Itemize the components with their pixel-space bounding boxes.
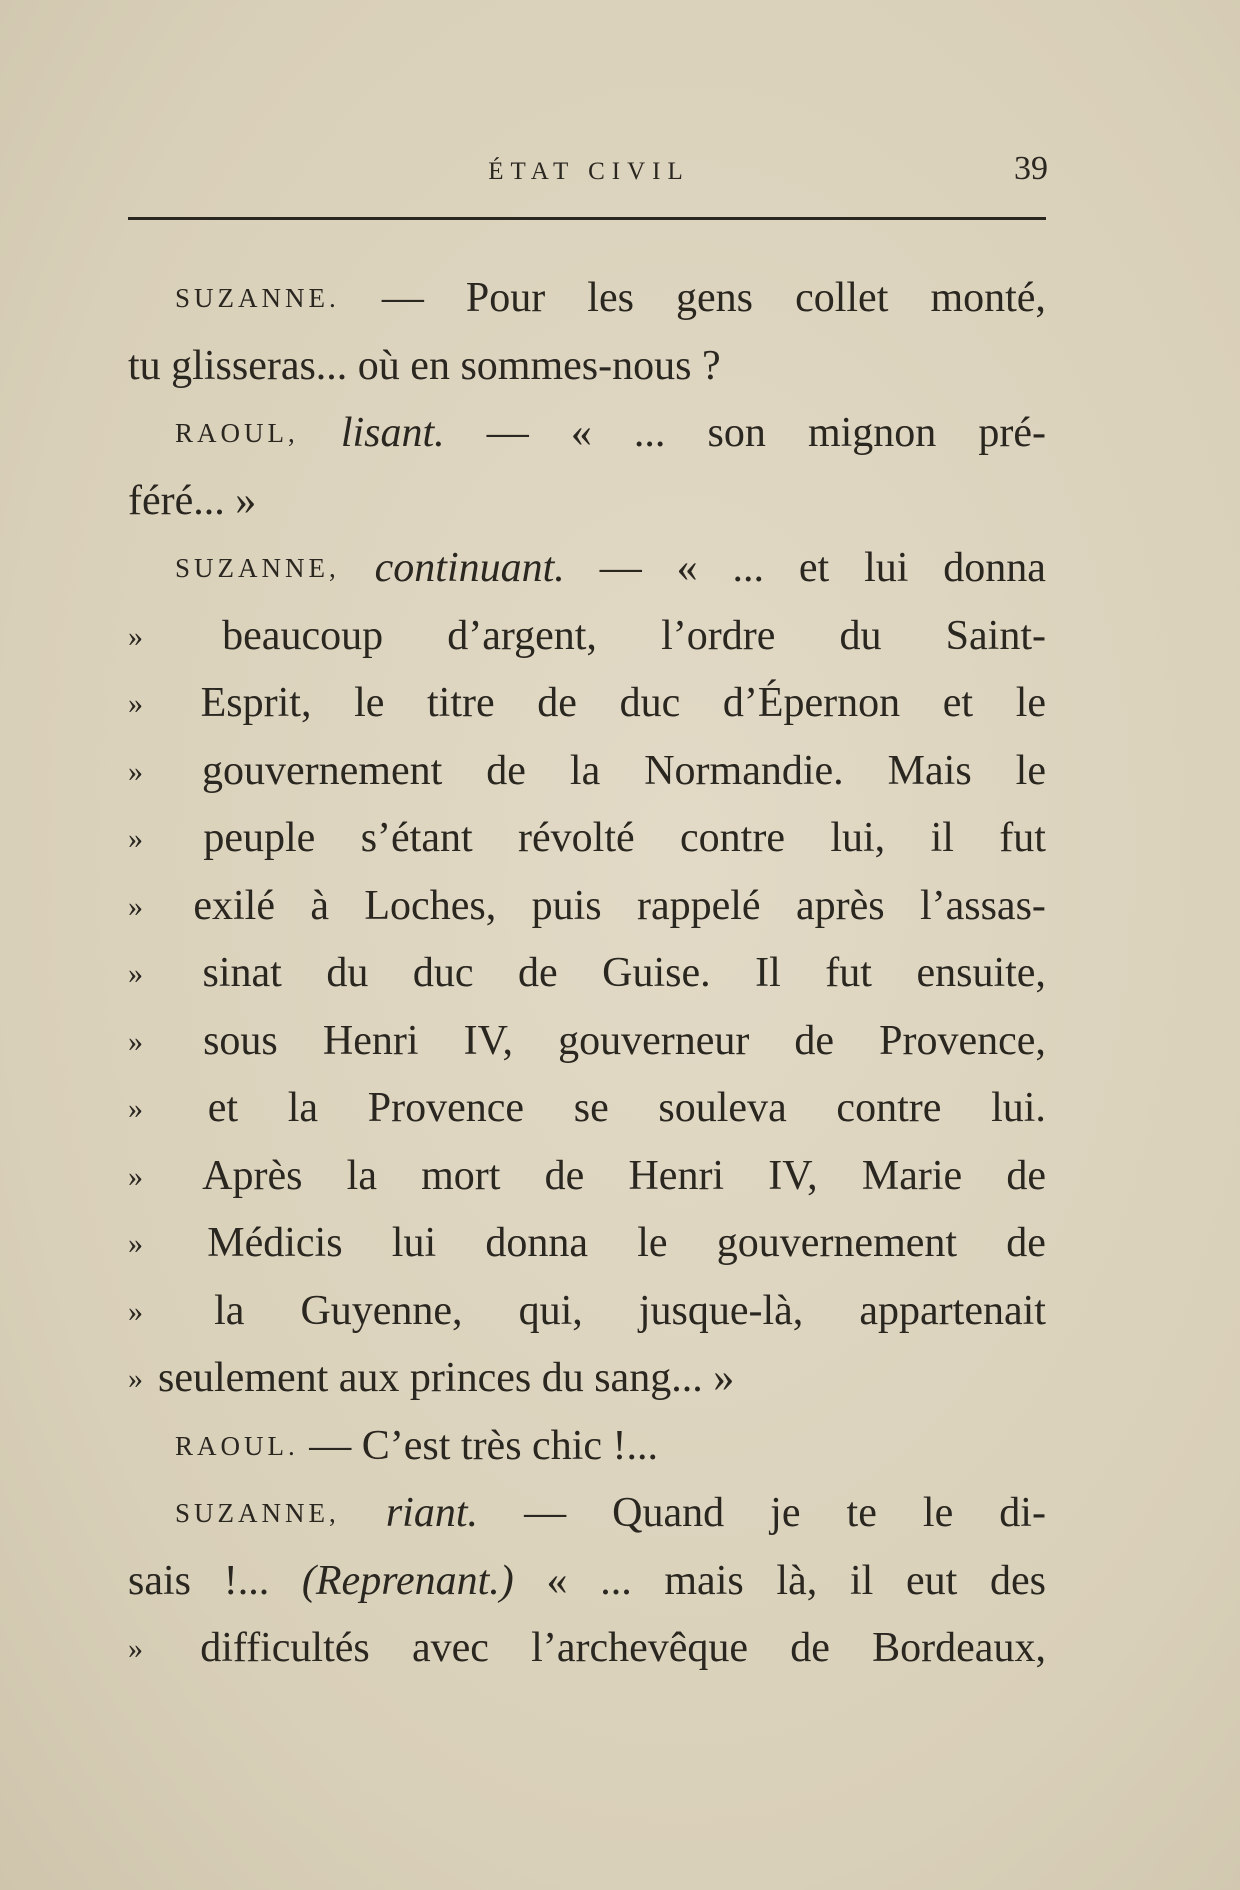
word: Esprit,	[200, 680, 312, 726]
text-line	[128, 1143, 1046, 1211]
word: Il	[755, 950, 781, 996]
word: Provence,	[879, 1017, 1046, 1064]
text-line	[128, 1008, 1046, 1076]
text-line	[128, 1615, 1046, 1683]
word: gouverneur	[558, 1017, 750, 1064]
text-line	[128, 738, 1046, 806]
word: du	[326, 950, 369, 996]
word: peuple	[203, 815, 316, 861]
word: il	[849, 1557, 874, 1604]
word: se	[573, 1085, 609, 1131]
speaker-name: RAOUL,	[175, 418, 299, 448]
word: —	[599, 545, 642, 591]
word: contre	[836, 1085, 942, 1131]
word: lui,	[830, 815, 886, 861]
text-line	[128, 940, 1046, 1008]
word: qui,	[518, 1287, 583, 1334]
word: lui.	[991, 1085, 1046, 1131]
text-line	[128, 265, 1046, 333]
word: mais	[664, 1557, 744, 1604]
word: fut	[999, 815, 1046, 861]
word: le	[1015, 680, 1046, 726]
text-line	[128, 468, 1046, 536]
word: de	[517, 950, 558, 996]
word: sous	[203, 1017, 278, 1064]
word: ...	[732, 545, 764, 591]
word: Guyenne,	[300, 1287, 463, 1334]
word: gens	[676, 275, 754, 321]
word: l’assas-	[919, 882, 1046, 929]
text-line	[128, 1548, 1046, 1616]
word: monté,	[930, 275, 1046, 321]
word: «	[676, 545, 698, 591]
text-line	[128, 603, 1046, 671]
word: de	[790, 1625, 830, 1671]
word: avec	[412, 1625, 489, 1671]
speaker-name: SUZANNE,	[175, 553, 340, 583]
word: d’Épernon	[722, 680, 901, 726]
word: «	[570, 410, 592, 456]
word: du	[839, 612, 882, 659]
word: IV,	[463, 1017, 513, 1064]
word: sais	[128, 1557, 191, 1604]
word: te	[846, 1490, 877, 1536]
word: Médicis	[207, 1220, 343, 1266]
word: Provence	[367, 1085, 525, 1131]
word: donna	[943, 545, 1046, 591]
word: —	[381, 275, 424, 321]
continuation-quote: »	[128, 1092, 143, 1125]
text-line	[128, 1210, 1046, 1278]
word: ensuite,	[916, 950, 1046, 996]
word: duc	[619, 680, 681, 726]
word: donna	[485, 1220, 589, 1266]
word: ...	[633, 410, 666, 456]
word: Loches,	[364, 882, 497, 929]
word: Guise.	[602, 950, 711, 996]
text-body	[128, 265, 1046, 1683]
header-rule	[128, 217, 1046, 220]
page-number: 39	[1014, 150, 1048, 187]
word: Après	[202, 1152, 303, 1199]
word: pré-	[978, 410, 1046, 456]
text-line	[128, 400, 1046, 468]
text-line	[128, 1345, 1046, 1413]
word: la	[214, 1287, 245, 1334]
word: ...	[600, 1557, 632, 1604]
text-segment: — C’est très chic !...	[298, 1422, 658, 1469]
text-line	[128, 1278, 1046, 1346]
word: Pour	[465, 275, 546, 321]
stage-direction: (Reprenant.)	[301, 1557, 514, 1604]
continuation-quote: »	[128, 1362, 143, 1395]
stage-direction: continuant.	[374, 545, 565, 591]
text-segment: féré... »	[128, 477, 257, 524]
stage-direction: riant.	[385, 1490, 478, 1536]
text-line	[128, 535, 1046, 603]
text-segment: seulement aux princes du sang... »	[158, 1355, 735, 1401]
word: de	[537, 680, 577, 726]
running-title: ÉTAT CIVIL	[488, 158, 690, 185]
text-line	[128, 333, 1046, 401]
word: eut	[905, 1557, 958, 1604]
word: !...	[223, 1557, 270, 1604]
continuation-quote: »	[128, 957, 143, 990]
word: Henri	[322, 1017, 419, 1064]
word: les	[587, 275, 634, 321]
word: mort	[421, 1152, 501, 1199]
word: la	[346, 1152, 377, 1199]
word: gouvernement	[716, 1220, 958, 1266]
word: appartenait	[859, 1287, 1046, 1334]
word: di-	[999, 1490, 1046, 1536]
word: de	[486, 747, 526, 794]
word: Mais	[887, 747, 972, 794]
word: contre	[680, 815, 785, 861]
word: des	[990, 1557, 1046, 1604]
word: IV,	[768, 1152, 818, 1199]
word: exilé	[193, 882, 275, 929]
text-line	[128, 1075, 1046, 1143]
word: après	[795, 882, 885, 929]
word: d’argent,	[447, 612, 597, 659]
word: Henri	[628, 1152, 725, 1199]
word: et	[942, 680, 974, 726]
speaker-name: SUZANNE.	[175, 283, 340, 313]
word: et	[798, 545, 830, 591]
word: de	[544, 1152, 585, 1199]
page-header	[130, 150, 1048, 200]
speaker-name: SUZANNE,	[175, 1498, 340, 1528]
continuation-quote: »	[128, 1632, 143, 1665]
word: titre	[427, 680, 495, 726]
text-line	[128, 873, 1046, 941]
word: rappelé	[636, 882, 761, 929]
word: le	[637, 1220, 668, 1266]
word: son	[707, 410, 766, 456]
word: le	[1015, 747, 1046, 794]
word: Normandie.	[644, 747, 844, 794]
word: la	[569, 747, 601, 794]
continuation-quote: »	[128, 1294, 143, 1328]
speaker-name: RAOUL.	[175, 1430, 299, 1461]
continuation-quote: »	[128, 1227, 143, 1260]
text-line	[128, 670, 1046, 738]
word: Marie	[861, 1152, 963, 1199]
word: révolté	[518, 815, 635, 861]
word: de	[1006, 1152, 1046, 1199]
word: fut	[825, 950, 872, 996]
word: le	[922, 1490, 954, 1536]
continuation-quote: »	[128, 687, 143, 720]
word: il	[930, 815, 954, 861]
word: jusque-là,	[638, 1287, 804, 1334]
word: gouvernement	[202, 747, 443, 794]
word: Saint-	[945, 612, 1046, 659]
word: l’archevêque	[531, 1625, 749, 1671]
word: beaucoup	[222, 612, 384, 659]
word: «	[546, 1557, 568, 1604]
word: lui	[864, 545, 909, 591]
word: duc	[412, 950, 474, 996]
continuation-quote: »	[128, 619, 143, 653]
word: Bordeaux,	[872, 1625, 1046, 1671]
word: à	[310, 882, 330, 929]
stage-direction: lisant.	[340, 410, 445, 456]
continuation-quote: »	[128, 822, 143, 855]
word: souleva	[658, 1085, 787, 1131]
text-line	[128, 805, 1046, 873]
word: sinat	[202, 950, 282, 996]
word: lui	[391, 1220, 437, 1266]
word: de	[794, 1017, 835, 1064]
word: puis	[531, 882, 602, 929]
word: collet	[795, 275, 889, 321]
text-line	[128, 1480, 1046, 1548]
continuation-quote: »	[128, 889, 143, 923]
word: s’étant	[360, 815, 473, 861]
word: mignon	[807, 410, 937, 456]
continuation-quote: »	[128, 1024, 143, 1058]
continuation-quote: »	[128, 754, 143, 788]
text-line	[128, 1413, 1046, 1481]
word: la	[287, 1085, 319, 1131]
word: et	[207, 1085, 239, 1131]
word: là,	[776, 1557, 818, 1604]
continuation-quote: »	[128, 1159, 143, 1193]
text-segment: tu glisseras... où en sommes-nous ?	[128, 342, 721, 389]
word: Quand	[612, 1490, 725, 1536]
word: je	[770, 1490, 801, 1536]
word: l’ordre	[661, 612, 776, 659]
word: —	[524, 1490, 567, 1536]
word: le	[354, 680, 385, 726]
word: difficultés	[200, 1625, 370, 1671]
word: —	[486, 410, 529, 456]
word: de	[1006, 1220, 1046, 1266]
